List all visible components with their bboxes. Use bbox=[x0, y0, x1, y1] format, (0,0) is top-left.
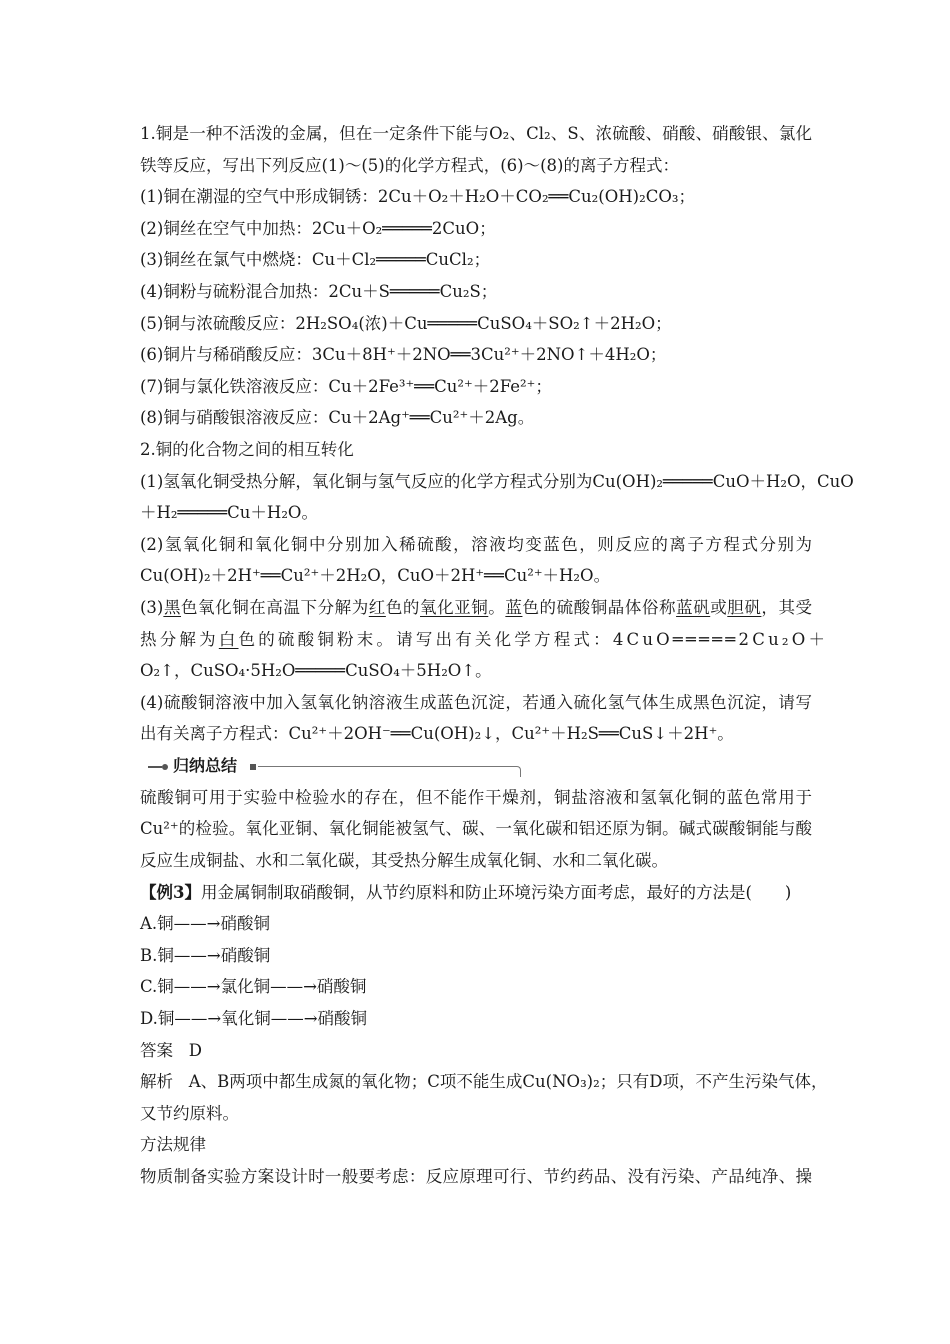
summary-corner bbox=[516, 766, 521, 777]
summary-body bbox=[140, 782, 812, 877]
method-line1: 物质制备实验方案设计时一般要考虑：反应原理可行、节约药品、没有污染、产品纯净、操 bbox=[140, 1167, 812, 1186]
method-title: 方法规律 bbox=[140, 1135, 206, 1155]
section2-p3-line1: (3)黑色氧化铜在高温下分解为红色的氧化亚铜。蓝色的硫酸铜晶体俗称蓝矾或胆矾，其受 bbox=[140, 597, 813, 617]
reaction-item-6: (6)铜片与稀硝酸反应：3Cu＋8H⁺＋2NO══3Cu²⁺＋2NO↑＋4H₂O； bbox=[140, 345, 667, 365]
summary-line3: 反应生成铜盐、水和二氧化碳，其受热分解生成氧化铜、水和二氧化碳。 bbox=[140, 851, 668, 871]
reaction-item-1: (1)铜在潮湿的空气中形成铜锈：2Cu＋O₂＋H₂O＋CO₂══Cu₂(OH)₂CO₃； bbox=[140, 187, 695, 207]
section1-intro-line2: 铁等反应，写出下列反应(1)～(5)的化学方程式，(6)～(8)的离子方程式： bbox=[140, 155, 679, 175]
fill-blank-red: 红 bbox=[368, 597, 386, 617]
section2-p3-line3: O₂↑，CuSO₄·5H₂O═════CuSO₄＋5H₂O↑。 bbox=[140, 661, 492, 681]
option-c: C.铜——→氯化铜——→硝酸铜 bbox=[140, 977, 367, 997]
reaction-item-7: (7)铜与氯化铁溶液反应：Cu＋2Fe³⁺══Cu²⁺＋2Fe²⁺； bbox=[140, 376, 552, 396]
section2-p1-line2: ＋H₂═════Cu＋H₂O。 bbox=[140, 503, 318, 523]
fill-blank-cu2o: 氧化亚铜 bbox=[420, 597, 489, 617]
fill-blank-danfan: 胆矾 bbox=[727, 597, 762, 617]
reaction-item-4: (4)铜粉与硫粉混合加热：2Cu＋S═════Cu₂S； bbox=[140, 281, 498, 301]
option-a: A.铜——→硝酸铜 bbox=[140, 914, 270, 934]
summary-header bbox=[140, 752, 812, 782]
example-label: 【例3】 bbox=[140, 882, 201, 902]
summary-line1: 硫酸铜可用于实验中检验水的存在，但不能作干燥剂，铜盐溶液和氢氧化铜的蓝色常用于 bbox=[140, 787, 812, 807]
answer-label: 答案 bbox=[140, 1040, 173, 1060]
summary-square-icon bbox=[250, 764, 256, 770]
section2-p3-line2: 热分解为白色的硫酸铜粉末。请写出有关化学方程式：4CuO═════2Cu₂O＋ bbox=[140, 629, 829, 649]
section2-p1-line1: (1)氢氧化铜受热分解，氧化铜与氢气反应的化学方程式分别为Cu(OH)₂═════CuO＋H₂O，CuO bbox=[140, 471, 854, 491]
section2-p4-line1: (4)硫酸铜溶液中加入氢氧化钠溶液生成蓝色沉淀，若通入硫化氢气体生成黑色沉淀，请写 bbox=[140, 692, 812, 712]
reaction-item-5: (5)铜与浓硫酸反应：2H₂SO₄(浓)＋Cu═════CuSO₄＋SO₂↑＋2H₂O； bbox=[140, 313, 672, 333]
fill-blank-lanfan: 蓝矾 bbox=[676, 597, 711, 617]
answer-line bbox=[140, 1035, 812, 1067]
reaction-item-8: (8)铜与硝酸银溶液反应：Cu＋2Ag⁺══Cu²⁺＋2Ag。 bbox=[140, 408, 535, 428]
fill-blank-white: 白 bbox=[218, 629, 239, 649]
document-page bbox=[140, 118, 854, 1193]
option-d: D.铜——→氧化铜——→硝酸铜 bbox=[140, 1009, 368, 1029]
example-question bbox=[140, 877, 812, 909]
section1-intro-line1: 1.铜是一种不活泼的金属，但在一定条件下能与O₂、Cl₂、S、浓硫酸、硝酸、硝酸银、氯化 bbox=[140, 124, 812, 143]
option-b: B.铜——→硝酸铜 bbox=[140, 945, 271, 965]
reaction-item-3: (3)铜丝在氯气中燃烧：Cu＋Cl₂═════CuCl₂； bbox=[140, 250, 491, 270]
reaction-item-2: (2)铜丝在空气中加热：2Cu＋O₂═════2CuO； bbox=[140, 218, 496, 238]
example-question-text: 用金属铜制取硝酸铜，从节约原料和防止环境污染方面考虑，最好的方法是( ) bbox=[200, 882, 792, 902]
summary-rule-left bbox=[148, 766, 162, 768]
summary-line2: Cu²⁺的检验。氧化亚铜、氧化铜能被氢气、碳、一氧化碳和铝还原为铜。碱式碳酸铜能与酸 bbox=[140, 819, 812, 839]
section2-p2-line1: (2)氢氧化铜和氧化铜中分别加入稀硫酸，溶液均变蓝色，则反应的离子方程式分别为 bbox=[140, 534, 812, 554]
fill-blank-blue: 蓝 bbox=[505, 597, 523, 617]
section2-p2-line2: Cu(OH)₂＋2H⁺══Cu²⁺＋2H₂O，CuO＋2H⁺══Cu²⁺＋H₂O。 bbox=[140, 566, 611, 586]
summary-rule bbox=[258, 766, 516, 767]
answer-value: D bbox=[188, 1040, 202, 1060]
analysis-label: 解析 bbox=[140, 1072, 173, 1092]
section2-p4-line2: 出有关离子方程式：Cu²⁺＋2OH⁻══Cu(OH)₂↓，Cu²⁺＋H₂S══CuS↓＋2H⁺。 bbox=[140, 724, 734, 744]
summary-bullet-icon bbox=[162, 764, 168, 770]
summary-title: 归纳总结 bbox=[173, 755, 238, 775]
section2-title: 2.铜的化合物之间的相互转化 bbox=[140, 439, 354, 459]
analysis-line1: 解析 A、B两项中都生成氮的氧化物；C项不能生成Cu(NO₃)₂；只有D项，不产生污染气体， bbox=[140, 1072, 828, 1092]
fill-blank-black: 黑 bbox=[163, 597, 182, 617]
analysis-line2: 又节约原料。 bbox=[140, 1103, 239, 1123]
